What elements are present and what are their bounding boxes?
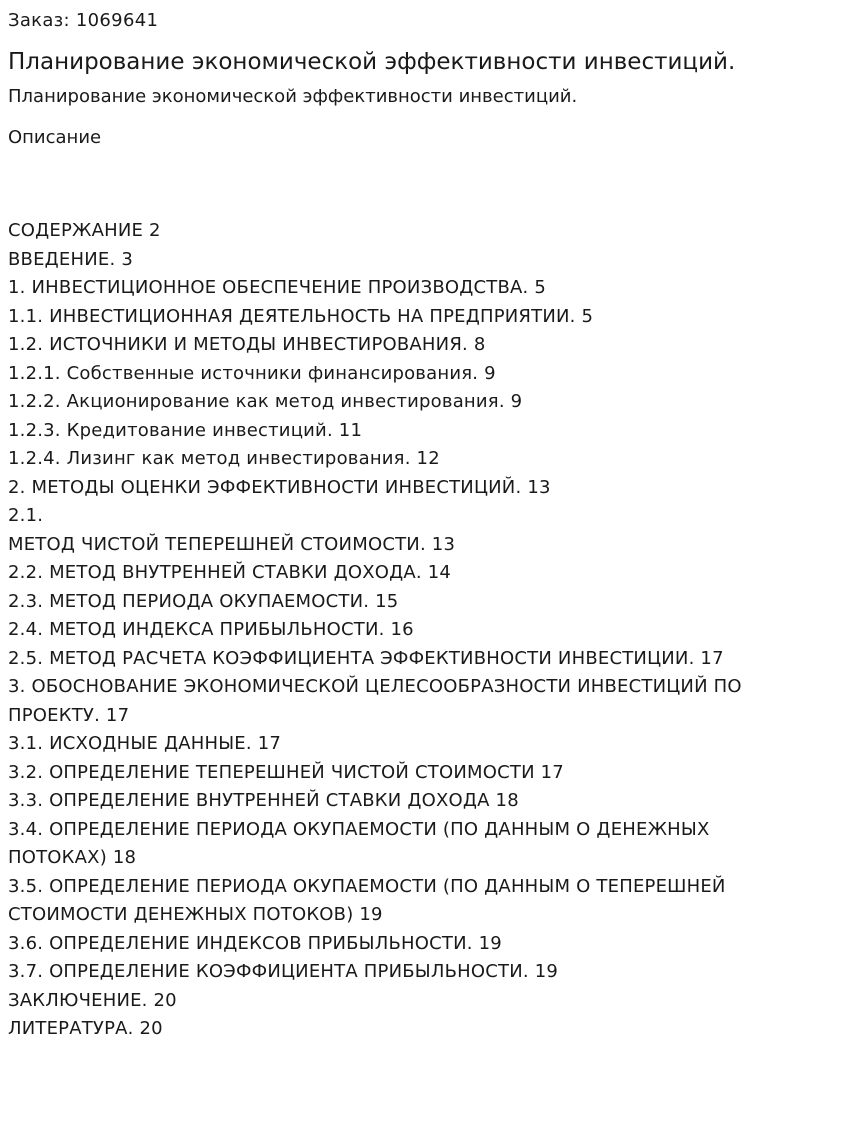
toc-item: 3.5. ОПРЕДЕЛЕНИЕ ПЕРИОДА ОКУПАЕМОСТИ (ПО ДАННЫМ О ТЕПЕРЕШНЕЙ СТОИМОСТИ ДЕНЕЖНЫХ ПОТОКОВ) 19 <box>8 875 726 925</box>
toc-item: 2.5. МЕТОД РАСЧЕТА КОЭФФИЦИЕНТА ЭФФЕКТИВНОСТИ ИНВЕСТИЦИИ. 17 <box>8 647 724 669</box>
toc-item: 1.2.2. Акционирование как метод инвестирования. 9 <box>8 391 523 412</box>
toc-item: 3.3. ОПРЕДЕЛЕНИЕ ВНУТРЕННЕЙ СТАВКИ ДОХОДА 18 <box>8 790 519 811</box>
toc-item: 1.2. ИСТОЧНИКИ И МЕТОДЫ ИНВЕСТИРОВАНИЯ. 8 <box>8 334 486 355</box>
toc-item: 3.4. ОПРЕДЕЛЕНИЕ ПЕРИОДА ОКУПАЕМОСТИ (ПО ДАННЫМ О ДЕНЕЖНЫХ ПОТОКАХ) 18 <box>8 818 710 868</box>
page-subtitle: Планирование экономической эффективности инвестиций. <box>8 86 578 107</box>
page-title: Планирование экономической эффективности инвестиций. <box>8 49 736 75</box>
description-heading: Описание <box>8 127 102 148</box>
toc-item: 1.1. ИНВЕСТИЦИОННАЯ ДЕЯТЕЛЬНОСТЬ НА ПРЕДПРИЯТИИ. 5 <box>8 305 594 327</box>
toc-item: 3.6. ОПРЕДЕЛЕНИЕ ИНДЕКСОВ ПРИБЫЛЬНОСТИ. 19 <box>8 932 502 954</box>
table-of-contents <box>8 217 798 1044</box>
toc-item: 1. ИНВЕСТИЦИОННОЕ ОБЕСПЕЧЕНИЕ ПРОИЗВОДСТВА. 5 <box>8 277 547 298</box>
toc-item: 1.2.3. Кредитование инвестиций. 11 <box>8 419 363 441</box>
toc-item: 2.1. <box>8 505 44 526</box>
toc-item: 2. МЕТОДЫ ОЦЕНКИ ЭФФЕКТИВНОСТИ ИНВЕСТИЦИЙ. 13 <box>8 476 551 498</box>
toc-item: ЛИТЕРАТУРА. 20 <box>8 1018 163 1039</box>
toc-item: 1.2.1. Собственные источники финансирования. 9 <box>8 362 496 384</box>
toc-item: МЕТОД ЧИСТОЙ ТЕПЕРЕШНЕЙ СТОИМОСТИ. 13 <box>8 533 456 555</box>
toc-item: 2.3. МЕТОД ПЕРИОДА ОКУПАЕМОСТИ. 15 <box>8 590 399 612</box>
toc-item: 3. ОБОСНОВАНИЕ ЭКОНОМИЧЕСКОЙ ЦЕЛЕСООБРАЗНОСТИ ИНВЕСТИЦИЙ ПО ПРОЕКТУ. 17 <box>8 676 742 726</box>
toc-item: СОДЕРЖАНИЕ 2 <box>8 220 161 241</box>
toc-item: 3.7. ОПРЕДЕЛЕНИЕ КОЭФФИЦИЕНТА ПРИБЫЛЬНОСТИ. 19 <box>8 961 559 982</box>
toc-item: 1.2.4. Лизинг как метод инвестирования. 12 <box>8 448 440 469</box>
toc-item: 3.2. ОПРЕДЕЛЕНИЕ ТЕПЕРЕШНЕЙ ЧИСТОЙ СТОИМОСТИ 17 <box>8 761 564 783</box>
toc-item: 3.1. ИСХОДНЫЕ ДАННЫЕ. 17 <box>8 733 282 754</box>
toc-item: 2.4. МЕТОД ИНДЕКСА ПРИБЫЛЬНОСТИ. 16 <box>8 619 414 640</box>
order-number: Заказ: 1069641 <box>8 10 159 31</box>
toc-item: ЗАКЛЮЧЕНИЕ. 20 <box>8 989 177 1011</box>
toc-item: ВВЕДЕНИЕ. 3 <box>8 248 133 270</box>
toc-item: 2.2. МЕТОД ВНУТРЕННЕЙ СТАВКИ ДОХОДА. 14 <box>8 562 452 583</box>
